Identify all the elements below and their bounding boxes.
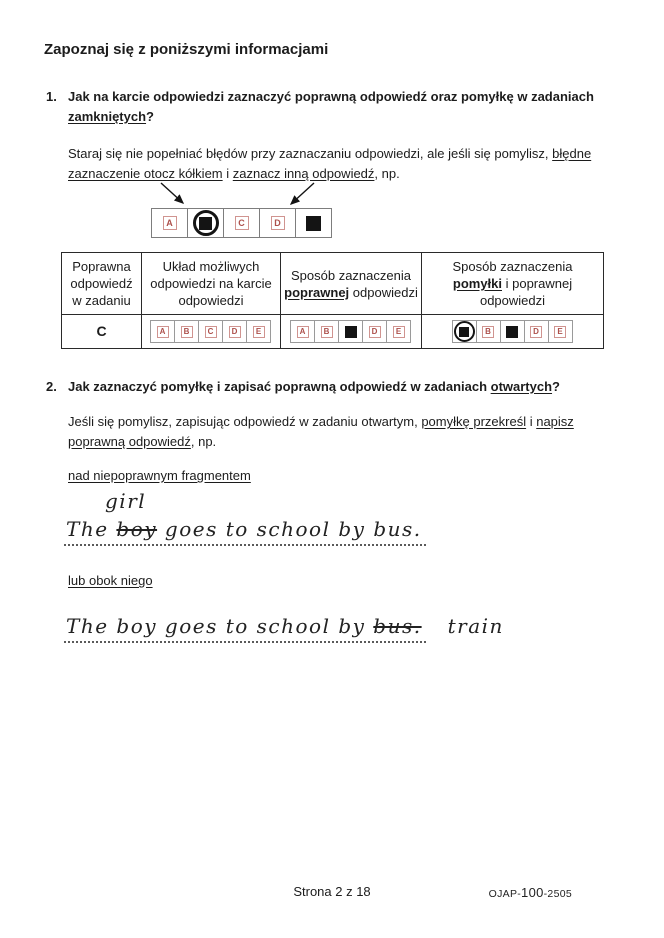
table-data-row: [62, 315, 604, 349]
answer-option-A: A: [151, 208, 188, 238]
page-title: Zapoznaj się z poniższymi informacjami: [44, 41, 329, 58]
handwritten-sentence-2: The boy goes to school by bus. train: [64, 613, 664, 643]
answer-option-B: B: [174, 320, 199, 343]
handwritten-correction-girl: girl: [105, 489, 147, 513]
answer-strip-layout: [151, 320, 271, 343]
header-mistake-marking: Sposób zaznaczenia pomyłki i poprawnej odpowiedzi: [422, 253, 604, 315]
section-2-heading-text: Jak zaznaczyć pomyłkę i zapisać poprawną odpowiedź w zadaniach otwartych?: [68, 379, 560, 394]
exam-sheet-code: OJAP-100-2505: [488, 885, 572, 900]
answer-option-E: E: [548, 320, 573, 343]
section-1-number: 1.: [46, 89, 57, 104]
answer-option-E: E: [246, 320, 271, 343]
section-1-heading: [46, 87, 664, 127]
answer-option-A: A: [290, 320, 315, 343]
filled-answer-mark: [295, 208, 332, 238]
answer-option-D: D: [362, 320, 387, 343]
header-correct-marking: Sposób zaznaczenia poprawnej odpowiedzi: [281, 253, 422, 315]
filled-answer-mark: [500, 320, 525, 343]
section-2-number: 2.: [46, 379, 57, 394]
label-correction-beside: lub obok niego: [68, 573, 153, 588]
cell-correct-answer: C: [62, 315, 142, 349]
answer-strip-correct: [291, 320, 411, 343]
page-number: Strona 2 z 18: [293, 884, 371, 899]
circled-mistake-mark: [187, 208, 224, 238]
section-2-paragraph: Jeśli się pomylisz, zapisując odpowiedź w zadaniu otwartym, pomyłkę przekreśl i napisz poprawną odpowiedź, np.: [68, 414, 574, 449]
answer-option-D: D: [222, 320, 247, 343]
answer-option-B: B: [314, 320, 339, 343]
answer-option-E: E: [386, 320, 411, 343]
handwritten-sentence-1: The boy goes to school by bus.: [64, 516, 664, 546]
answer-option-A: A: [150, 320, 175, 343]
cell-correct-marking: [281, 315, 422, 349]
filled-answer-mark: [338, 320, 363, 343]
table-header-row: [62, 253, 604, 315]
answer-option-B: B: [476, 320, 501, 343]
header-answer-layout: Układ możliwych odpowiedzi na karcie odpowiedzi: [142, 253, 281, 315]
cell-mistake-marking: [422, 315, 604, 349]
section-1-heading-text: Jak na karcie odpowiedzi zaznaczyć poprawną odpowiedź oraz pomyłkę w zadaniach zamkniętych?: [68, 89, 594, 124]
section-1-paragraph: Staraj się nie popełniać błędów przy zaznaczaniu odpowiedzi, ale jeśli się pomylisz, błędne zaznaczenie otocz kółkiem i zaznacz inną odpowiedź, np.: [68, 146, 592, 181]
header-correct-answer: Poprawna odpowiedź w zadaniu: [62, 253, 142, 315]
annotation-arrows-icon: [150, 182, 350, 208]
handwritten-correction-train: train: [447, 614, 504, 638]
answer-option-C: C: [223, 208, 260, 238]
answer-strip-mistake: [453, 320, 573, 343]
answer-strip-example: [152, 208, 332, 238]
struck-word-bus: bus.: [373, 614, 422, 638]
answer-option-D: D: [524, 320, 549, 343]
section-2-heading: [46, 377, 664, 397]
cell-answer-layout: [142, 315, 281, 349]
answer-option-D: D: [259, 208, 296, 238]
circled-mistake-mark: [452, 320, 477, 343]
marking-rules-table: [61, 252, 604, 349]
answer-option-C: C: [198, 320, 223, 343]
label-correction-above: nad niepoprawnym fragmentem: [68, 468, 251, 483]
struck-word-boy: boy: [116, 517, 158, 541]
